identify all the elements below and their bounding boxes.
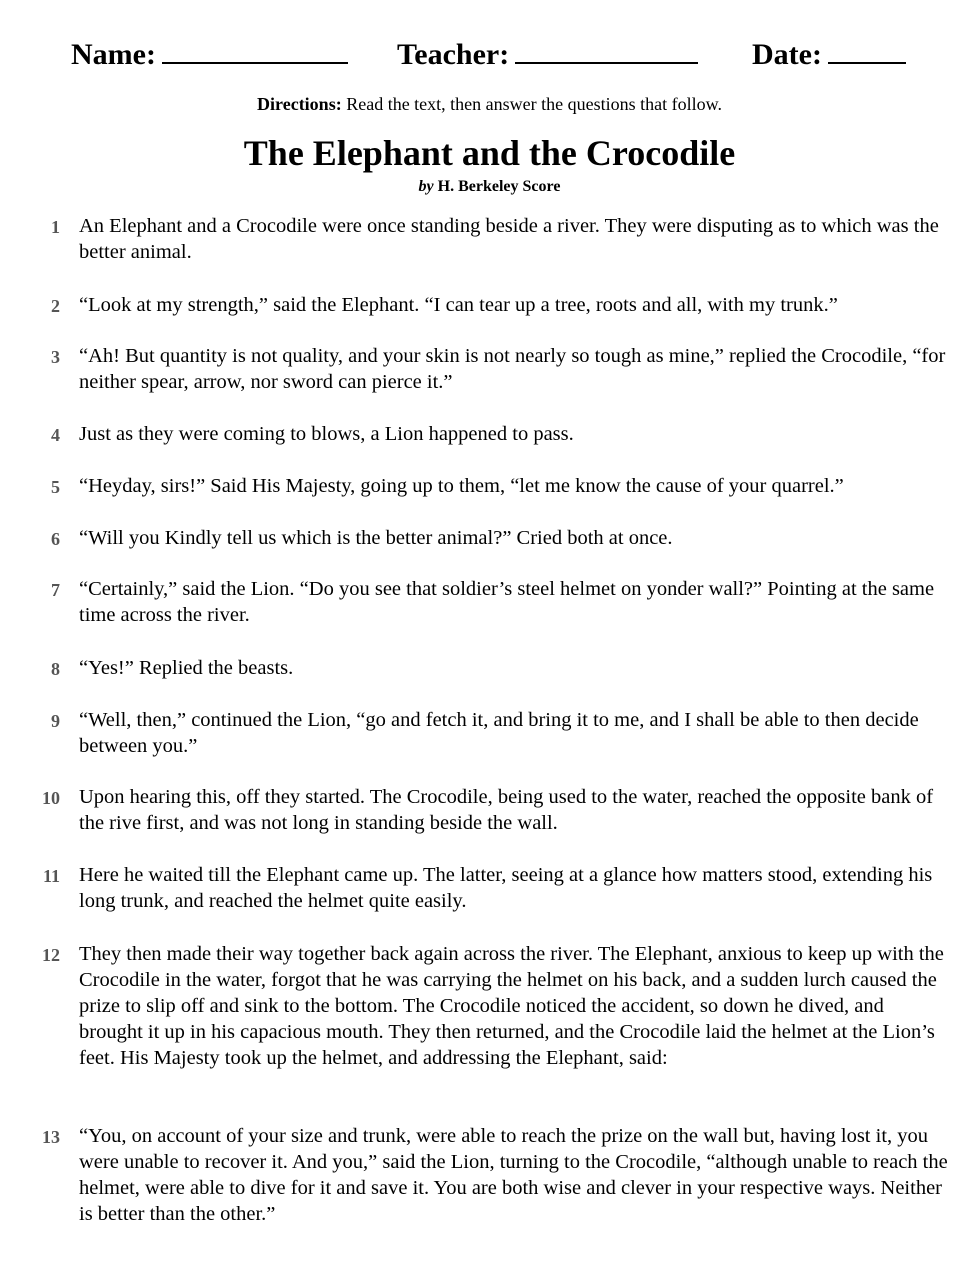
paragraph-text: Just as they were coming to blows, a Lion happened to pass. [79, 423, 574, 445]
paragraph-text: “Will you Kindly tell us which is the better animal?” Cried both at once. [79, 527, 673, 549]
paragraph-number: 7 [51, 580, 60, 600]
paragraph-text: An Elephant and a Crocodile were once standing beside a river. They were disputing as to which was the better animal. [79, 215, 939, 263]
paragraph-text: “Yes!” Replied the beasts. [79, 657, 294, 679]
paragraph-number: 5 [51, 477, 60, 497]
paragraph-number: 9 [51, 711, 60, 731]
paragraph-text: “Look at my strength,” said the Elephant. “I can tear up a tree, roots and all, with my trunk.” [79, 294, 838, 316]
date-blank[interactable] [828, 32, 906, 64]
name-label: Name: [71, 38, 156, 71]
paragraph-number: 13 [42, 1127, 60, 1147]
paragraph-number: 6 [51, 529, 60, 549]
date-field[interactable] [752, 32, 906, 72]
paragraph-number: 2 [51, 296, 60, 316]
header-fields [0, 32, 979, 74]
teacher-blank[interactable] [515, 32, 698, 64]
teacher-field[interactable] [397, 32, 698, 72]
paragraph-text: “Well, then,” continued the Lion, “go and fetch it, and bring it to me, and I shall be able to then decide between you.” [79, 709, 919, 757]
paragraph-number: 11 [42, 866, 60, 886]
name-field[interactable] [71, 32, 348, 72]
author-name: H. Berkeley Score [437, 178, 561, 195]
paragraph-text: Here he waited till the Elephant came up. The latter, seeing at a glance how matters stood, extending his long trunk, and reached the helmet quite easily. [79, 864, 933, 912]
byline-by: by [418, 178, 434, 195]
byline [0, 178, 979, 196]
paragraph-number: 1 [51, 217, 60, 237]
teacher-label: Teacher: [397, 38, 510, 71]
paragraph-number: 8 [51, 659, 60, 679]
name-blank[interactable] [162, 32, 348, 64]
paragraph-text: Upon hearing this, off they started. The Crocodile, being used to the water, reached the opposite bank of the rive first, and was not long in standing beside the wall. [79, 786, 934, 834]
paragraph-text: “Certainly,” said the Lion. “Do you see that soldier’s steel helmet on yonder wall?” Pointing at the same time across the river. [79, 578, 935, 626]
directions-label: Directions: [257, 94, 342, 114]
paragraph-number: 12 [42, 945, 60, 965]
paragraph-number: 4 [51, 425, 60, 445]
directions [0, 94, 979, 115]
date-label: Date: [752, 38, 822, 71]
directions-text: Read the text, then answer the questions that follow. [346, 94, 722, 114]
story-title: The Elephant and the Crocodile [243, 133, 736, 173]
paragraph-text: “Ah! But quantity is not quality, and your skin is not nearly so tough as mine,” replied the Crocodile, “for neither spear, arrow, nor sword can pierce it.” [79, 345, 946, 393]
paragraph-text: They then made their way together back again across the river. The Elephant, anxious to keep up with the Crocodile in the water, forgot that he was carrying the helmet on his back, and a sudden lurch caused the prize to slip off and sink to the bottom. The Crocodile noticed the accident, so down he dived, and brought it up in his capacious mouth. They then returned, and the Crocodile laid the helmet at the Lion’s feet. His Majesty took up the helmet, and addressing the Elephant, said: [79, 943, 944, 1069]
paragraph-text: “You, on account of your size and trunk, were able to reach the prize on the wall but, having lost it, you were unable to recover it. And you,” said the Lion, turning to the Crocodile, “although unable to reach the helmet, were able to dive for it and save it. You are both wise and clever in your respective ways. Neither is better than the other.” [79, 1125, 948, 1225]
paragraph-number: 10 [42, 788, 60, 808]
paragraph-number: 3 [51, 347, 60, 367]
paragraph-text: “Heyday, sirs!” Said His Majesty, going up to them, “let me know the cause of your quarrel.” [79, 475, 844, 497]
